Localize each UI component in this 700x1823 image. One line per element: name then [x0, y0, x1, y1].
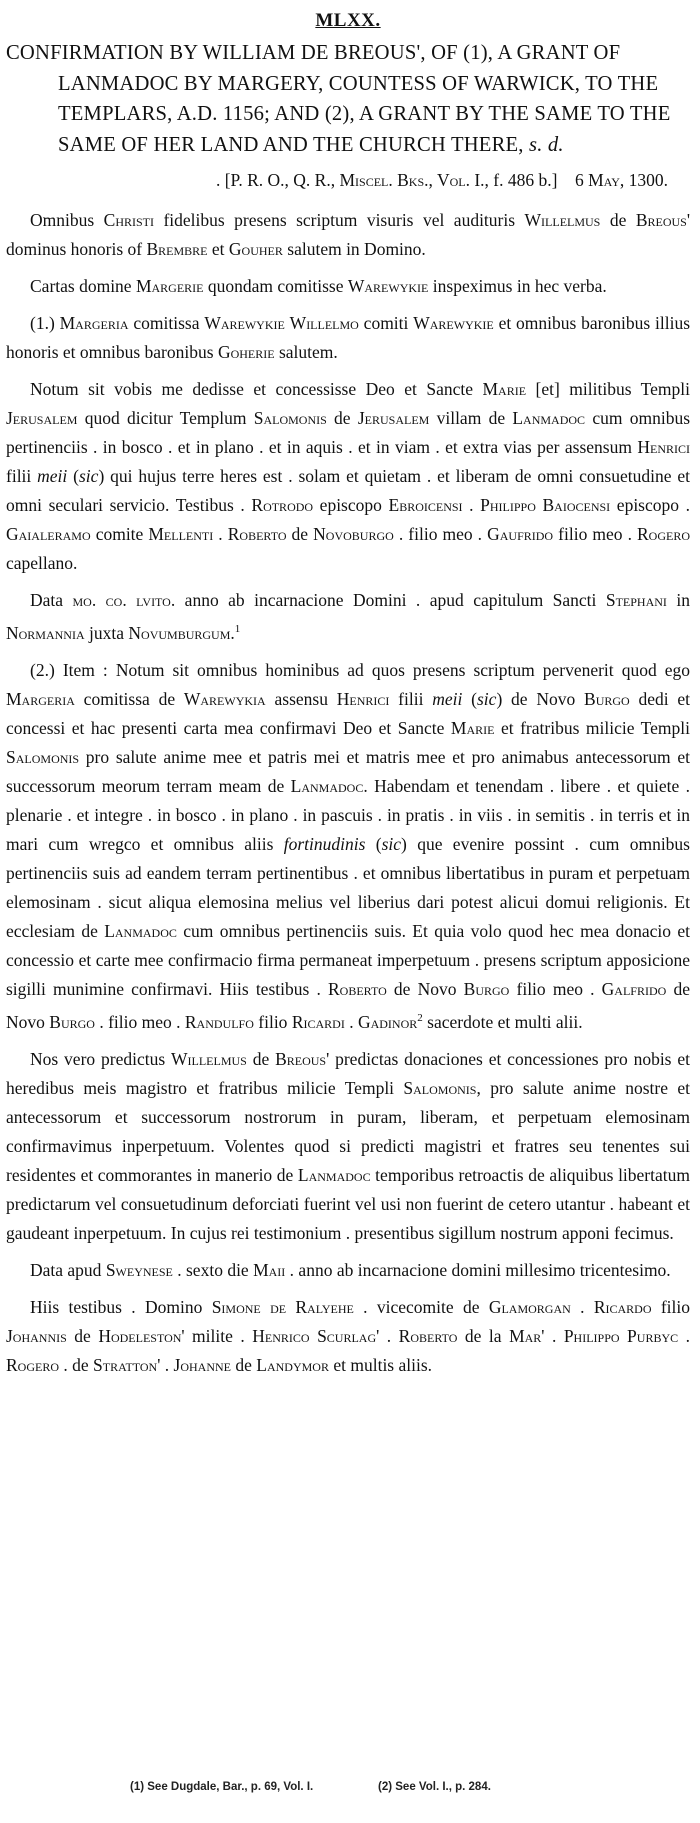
footnote-marker: 2: [417, 1011, 423, 1024]
text-run: , pro salute anime nostre et antecessorum et successorum nostrorum in puram, liberam, et perpetuam elemosinam confirmavimus inperpetuum. Volentes quod si predicti magistri et fratres seu tenentes sui residentes et commorantes in manerio de: [6, 1077, 690, 1185]
italic-text: sic: [79, 466, 99, 486]
proper-name: Gaialeramo: [6, 524, 91, 544]
proper-name: Breous': [275, 1048, 330, 1069]
text-run: Notum sit vobis me dedisse et concessisse Deo et Sancte: [30, 379, 483, 399]
text-run: (: [365, 833, 382, 854]
text-run: quod dicitur Templum: [77, 408, 254, 428]
text-run: in: [666, 590, 690, 610]
reference-prefix: . [P. R. O., Q. R.,: [215, 170, 340, 190]
text-run: capellano.: [6, 553, 78, 573]
text-run: de la: [457, 1325, 510, 1346]
title-text: CONFIRMATION BY WILLIAM DE BREOUS', OF (1), A GRANT OF LANMADOC BY MARGERY, COUNTESS OF WARWICK, TO THE TEMPLARS, A.D. 1156; AND (2), A GRANT BY THE SAME TO THE SAME OF HER LAND AND THE CHURCH THERE,: [6, 42, 671, 156]
proper-name: Rotrodo: [251, 495, 314, 515]
text-run: (: [67, 466, 79, 486]
text-run: [et] militibus Templi: [526, 379, 691, 399]
text-run: comitissa de: [74, 688, 184, 709]
proper-name: Roberto: [328, 978, 387, 999]
proper-name: Roberto: [398, 1325, 458, 1346]
text-run: et omnibus baronibus illius honoris et omnibus baronibus: [6, 313, 691, 362]
proper-name: Hodeleston': [98, 1325, 185, 1346]
proper-name: Salomonis: [403, 1077, 477, 1098]
text-run: .: [213, 524, 228, 544]
text-run: de: [600, 210, 636, 230]
text-run: . filio meo .: [94, 1011, 185, 1032]
text-run: Nos vero predictus: [30, 1048, 171, 1069]
text-run: Omnibus: [30, 210, 104, 230]
text-run: milite .: [184, 1325, 253, 1346]
text-run: fidelibus presens scriptum visuris vel audituris: [153, 210, 525, 230]
proper-name: Johannis: [6, 1325, 67, 1346]
proper-name: Lanmadoc: [104, 920, 177, 941]
text-run: Data: [30, 590, 73, 610]
proper-name: Maii: [253, 1259, 286, 1280]
proper-name: mo. co. lvito.: [72, 590, 176, 610]
italic-text: fortinudinis: [283, 833, 366, 854]
proper-name: Normannia: [6, 622, 85, 643]
proper-name: Rogero: [637, 524, 691, 544]
proper-name: Margerie: [135, 276, 204, 296]
text-run: .: [678, 1325, 691, 1346]
proper-name: Stephani: [605, 590, 667, 610]
proper-name: Simone de Ralyehe: [211, 1296, 354, 1317]
proper-name: Ebroicensi: [388, 495, 463, 515]
paragraph-charter-2-grant: [6, 656, 690, 1037]
proper-name: Lanmadoc: [512, 408, 586, 428]
text-run: pro salute anime mee et patris mei et matris mee et pro animabus antecessorum et successorum meorum terram meam de: [6, 746, 690, 796]
text-run: . sexto die: [172, 1259, 254, 1280]
text-run: .: [344, 1011, 358, 1032]
text-run: Hiis testibus . Domino: [30, 1296, 212, 1317]
text-run: filio: [651, 1296, 691, 1317]
text-run: dominus honoris of: [6, 239, 147, 259]
text-run: de Novo: [386, 978, 464, 999]
reference-misc: Miscel. Bks., Vol. I.,: [339, 170, 489, 190]
text-run: inspeximus in hec verba.: [428, 276, 607, 296]
text-run: de Novo: [6, 978, 690, 1032]
proper-name: Lanmadoc: [297, 1164, 371, 1185]
proper-name: Burgo: [49, 1011, 95, 1032]
proper-name: Willelmus: [171, 1048, 247, 1069]
text-run: . Habendam et tenendam . libere . et quiete . plenarie . et integre . in bosco . in plano . in pascuis . in pratis . in viis . in semitis . in terris et in mari cum wregco et omnibus aliis: [6, 775, 690, 854]
footnote-marker: 1: [234, 623, 241, 635]
text-run: ) que evenire possint . cum omnibus pertinenciis suis ad eandem terram pertinentibus . et omnibus libertatibus in puram et perpetuam elemosinam . sicut aliqua elemosina melius vel liberius dari potest alicui domui religionis. Et ecclesiam de: [6, 833, 690, 941]
proper-name: Mellenti: [148, 524, 214, 544]
text-run: filio meo .: [553, 524, 637, 544]
text-run: Data apud: [30, 1259, 106, 1280]
text-run: filio: [253, 1011, 292, 1032]
text-run: de: [286, 524, 314, 544]
text-run: temporibus retroactis de aliquibus libertatum predictarum vel consuetudinum deforciati fuerint vel usi non fuerint de cetero utantur . habeant et gaudeant inperpetuum. In cujus rei testimonium . presentibus sigillum nostrum apponi fecimus.: [6, 1164, 690, 1243]
proper-name: Marie: [482, 379, 527, 399]
text-run: de: [246, 1048, 276, 1069]
text-run: anno ab incarnacione Domini . apud capitulum Sancti: [175, 590, 606, 610]
text-run: (1.): [30, 313, 60, 333]
proper-name: Landymor: [256, 1354, 329, 1375]
proper-name: Marie: [450, 717, 495, 738]
proper-name: Ricardo: [593, 1296, 652, 1317]
text-run: ) qui hujus terre heres est . solam et quietam . et liberam de omni consuetudine et omni seculari servicio. Testibus .: [6, 466, 690, 515]
paragraph-dating: [6, 1256, 690, 1285]
text-run: Cartas domine: [30, 276, 136, 296]
text-run: (2.) Item : Notum sit omnibus hominibus ad quos presens scriptum pervenerit quod ego: [30, 659, 690, 680]
proper-name: Johanne: [173, 1354, 231, 1375]
text-run: episcopo .: [610, 495, 691, 515]
document-title: [6, 38, 690, 160]
proper-name: Salomonis: [6, 746, 80, 767]
proper-name: Margeria: [59, 313, 129, 333]
italic-text: sic: [476, 688, 497, 709]
text-run: .: [544, 1325, 564, 1346]
title-sine-data: s. d.: [529, 133, 564, 156]
proper-name: Margeria: [6, 688, 75, 709]
proper-name: Roberto: [227, 524, 287, 544]
proper-name: Warewykia: [183, 688, 266, 709]
paragraph-charter-1-address: [6, 309, 690, 367]
italic-text: meii: [37, 466, 68, 486]
proper-name: Goherie: [217, 342, 275, 362]
proper-name: Jerusalem: [6, 408, 78, 428]
text-run: predictas donaciones et concessiones pro nobis et heredibus meis magistro et fratribus milicie Templi: [6, 1048, 690, 1098]
source-reference: [6, 166, 690, 194]
proper-name: Burgo: [584, 688, 630, 709]
text-run: de: [326, 408, 358, 428]
proper-name: Rogero: [6, 1354, 60, 1375]
proper-name: Willelmo: [289, 313, 359, 333]
proper-name: Christi: [103, 210, 154, 230]
proper-name: Jerusalem: [357, 408, 430, 428]
proper-name: Lanmadoc: [290, 775, 364, 796]
proper-name: Stratton': [93, 1354, 161, 1375]
proper-name: Willelmus: [524, 210, 601, 230]
text-run: ) de Novo: [496, 688, 585, 709]
proper-name: Warewykie: [204, 313, 285, 333]
proper-name: Warewykie: [413, 313, 494, 333]
paragraph-confirmation: [6, 1045, 690, 1248]
text-run: .: [462, 495, 481, 515]
text-run: . vicecomite de: [353, 1296, 489, 1317]
text-run: sacerdote et multi alii.: [422, 1011, 583, 1032]
text-run: comiti: [358, 313, 414, 333]
proper-name: Brembre: [146, 239, 208, 259]
text-run: de: [66, 1325, 99, 1346]
document-number: MLXX.: [315, 10, 381, 31]
proper-name: Novumburgum.: [128, 622, 235, 643]
proper-name: Philippo Baiocensi: [480, 495, 611, 515]
text-run: villam de: [429, 408, 513, 428]
text-run: .: [570, 1296, 594, 1317]
proper-name: Henrici: [336, 688, 390, 709]
proper-name: Burgo: [463, 978, 510, 999]
text-run: dedi et concessi et hac presenti carta mea confirmavi Deo et Sancte: [6, 688, 691, 738]
text-run: salutem in Domino.: [282, 239, 426, 259]
text-run: filio meo .: [509, 978, 602, 999]
text-run: comitissa: [128, 313, 205, 333]
text-run: et multis aliis.: [328, 1354, 433, 1375]
text-run: et fratribus milicie Templi: [494, 717, 690, 738]
proper-name: Gaufrido: [487, 524, 554, 544]
reference-date-month: May: [588, 170, 620, 190]
proper-name: Breous': [635, 210, 690, 230]
paragraph-address: [6, 206, 690, 264]
proper-name: Philippo Purbyc: [563, 1325, 679, 1346]
footnote-2: (2) See Vol. I., p. 284.: [378, 1781, 491, 1793]
text-run: cum omnibus pertinenciis . in bosco . et in plano . et in aquis . et in viam . et extra vias per assensum: [6, 408, 690, 457]
text-run: cum omnibus pertinenciis suis. Et quia volo quod hec mea donacio et concessio et carte mee confirmacio firma permaneat imperpetuum . presens scriptum apposicione sigilli munimine confirmavi. Hiis testibus .: [6, 920, 690, 999]
text-run: . de: [59, 1354, 94, 1375]
paragraph-witnesses: [6, 1293, 690, 1380]
text-run: juxta: [84, 622, 129, 643]
text-run: (: [462, 688, 477, 709]
text-run: episcopo: [313, 495, 389, 515]
paragraph-charter-1-dating: [6, 586, 690, 648]
proper-name: Henrico Scurlag': [252, 1325, 380, 1346]
proper-name: Henrici: [637, 437, 690, 457]
proper-name: Mar': [509, 1325, 545, 1346]
text-run: comite: [90, 524, 149, 544]
proper-name: Gouher: [228, 239, 283, 259]
italic-text: sic: [381, 833, 402, 854]
reference-date-day: 6: [574, 170, 589, 190]
footnote-1: (1) See Dugdale, Bar., p. 69, Vol. I.: [130, 1781, 314, 1793]
proper-name: Galfrido: [601, 978, 667, 999]
text-run: . anno ab incarnacione domini millesimo tricentesimo.: [285, 1259, 671, 1280]
italic-text: meii: [432, 688, 463, 709]
paragraph-inspeximus: [6, 272, 690, 301]
proper-name: Salomonis: [253, 408, 327, 428]
proper-name: Sweynese: [105, 1259, 173, 1280]
reference-date-year: , 1300.: [619, 170, 668, 190]
reference-folio: f. 486 b.]: [488, 170, 558, 190]
text-run: de: [231, 1354, 257, 1375]
text-run: quondam comitisse: [203, 276, 348, 296]
text-run: et: [207, 239, 229, 259]
text-run: .: [160, 1354, 174, 1375]
text-run: filii: [6, 466, 38, 486]
proper-name: Novoburgo: [313, 524, 394, 544]
text-run: .: [379, 1325, 399, 1346]
proper-name: Gadinor: [357, 1011, 418, 1032]
proper-name: Warewykie: [347, 276, 429, 296]
text-run: filii: [389, 688, 433, 709]
paragraph-charter-1-grant: [6, 375, 690, 578]
text-run: . filio meo .: [393, 524, 488, 544]
proper-name: Ricardi: [291, 1011, 345, 1032]
proper-name: Glamorgan: [488, 1296, 571, 1317]
proper-name: Randulfo: [184, 1011, 254, 1032]
text-run: assensu: [265, 688, 337, 709]
text-run: salutem.: [274, 342, 338, 362]
